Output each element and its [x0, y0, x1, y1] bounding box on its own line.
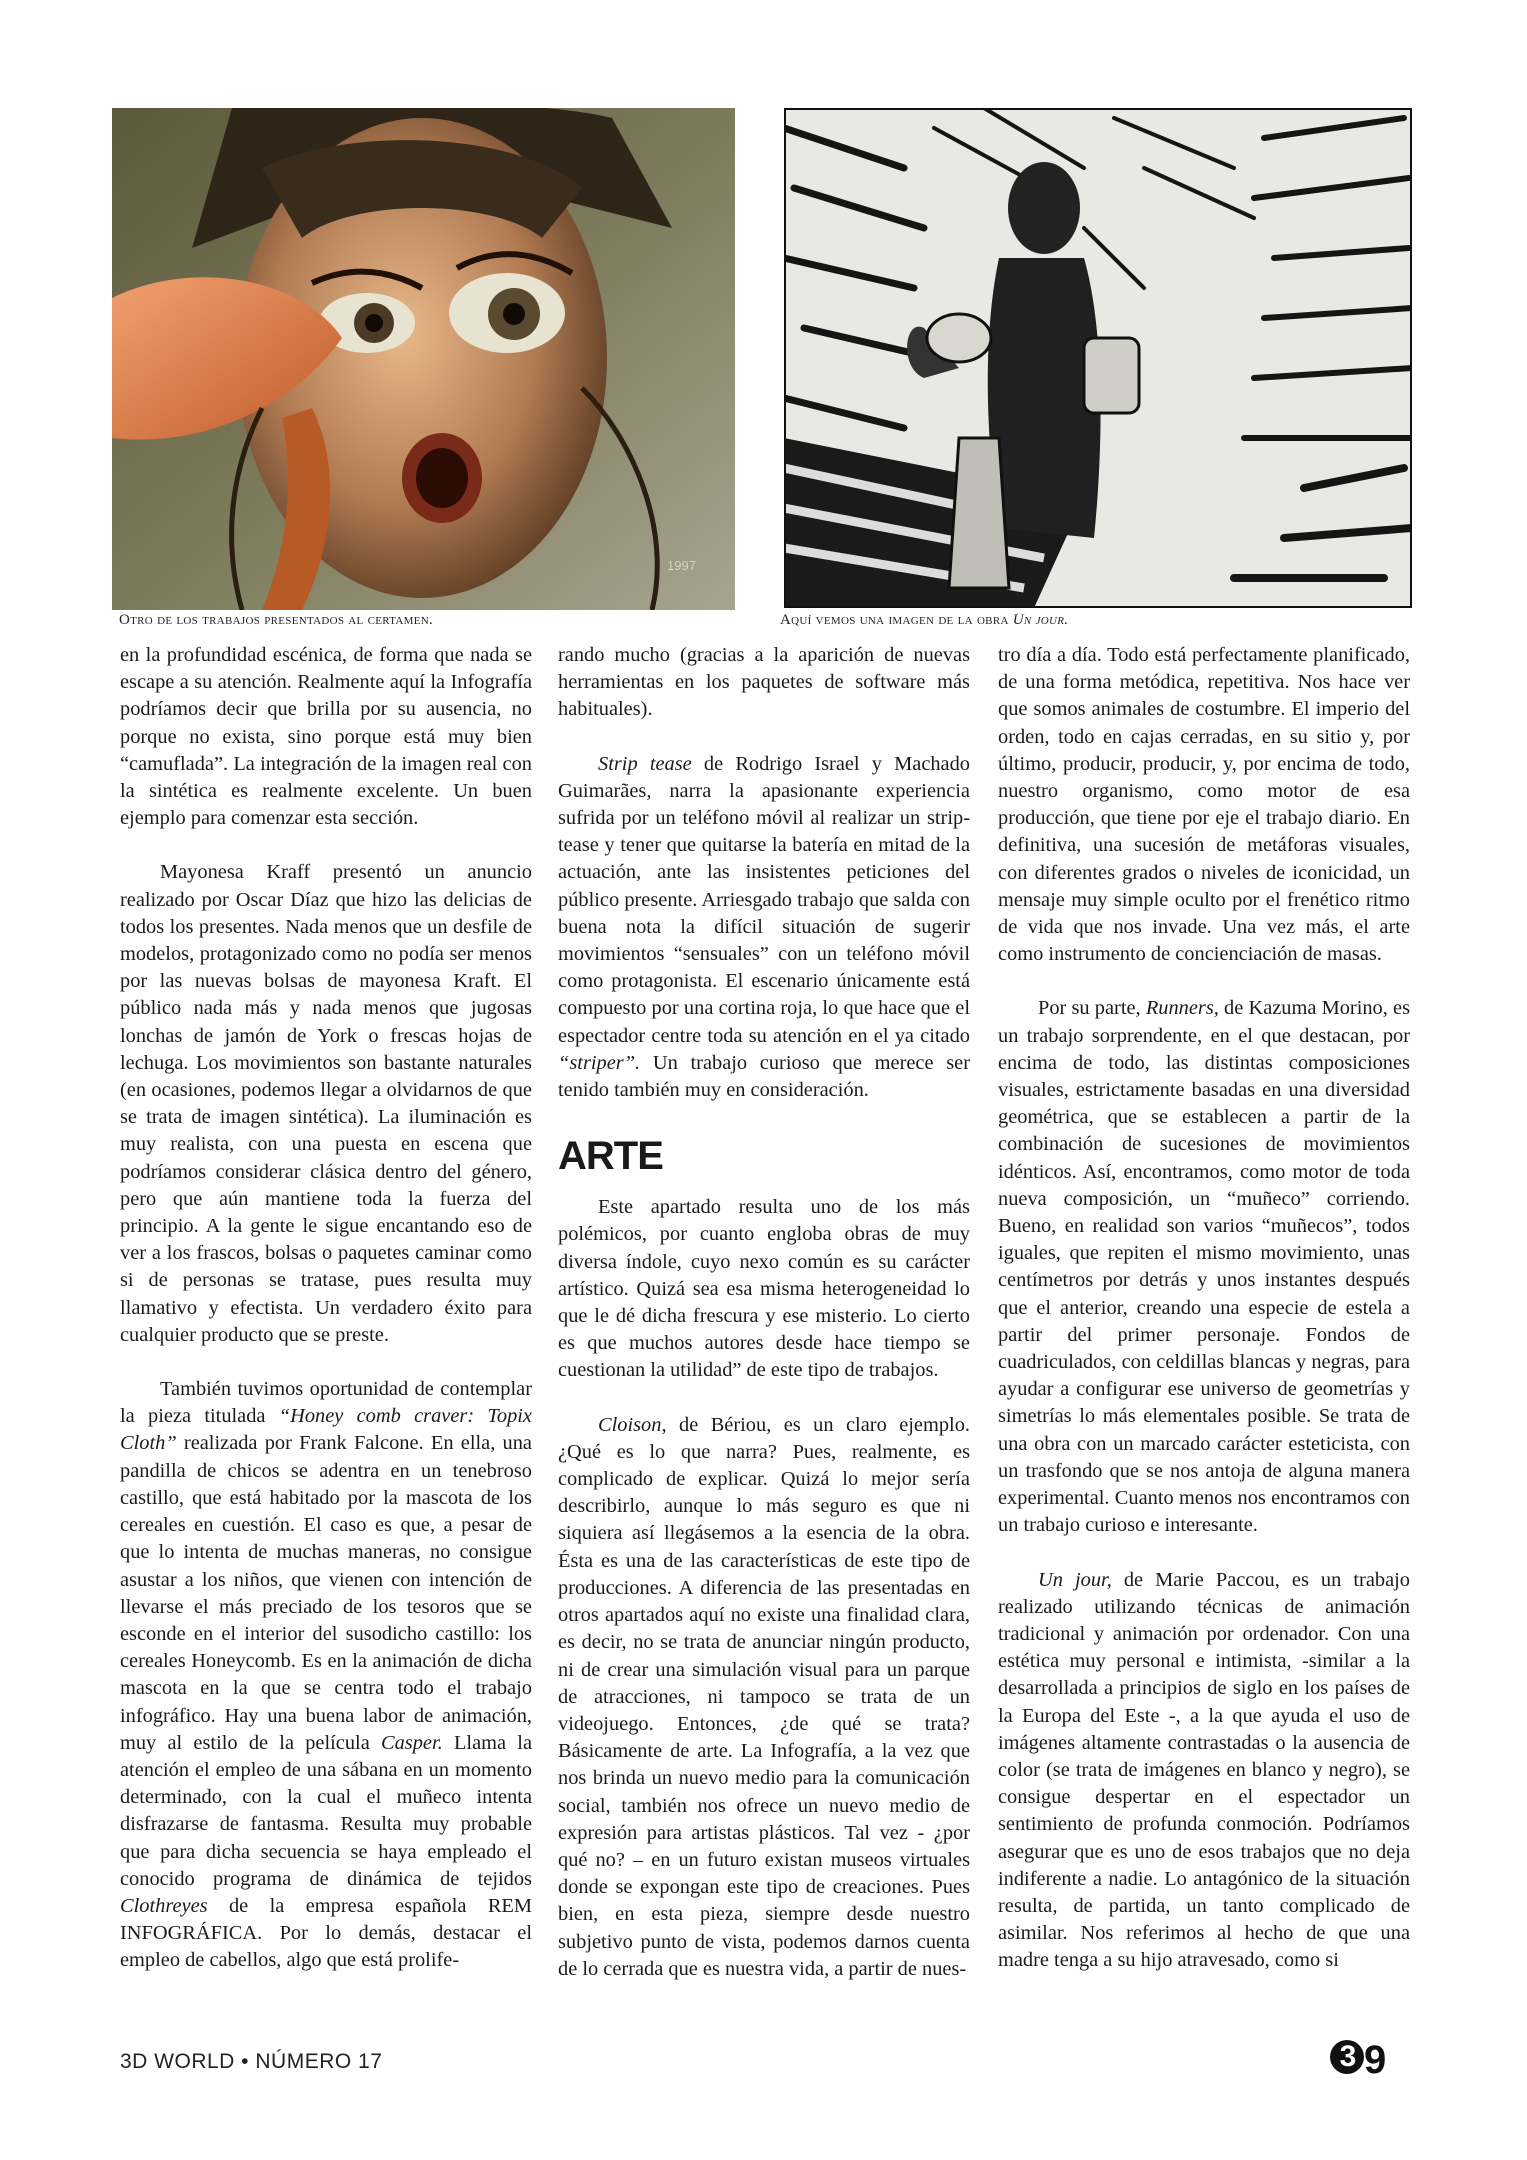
photo-watermark: 1997 — [667, 558, 696, 573]
col3-p2-b: de Kazuma Morino, es un trabajo sorprendente, en el que destacan, por encima de todo, las distintas composiciones visuales, estrictamente basadas en una diversidad geométrica, que se establecen a partir de la combinación de sucesiones de movimientos idénticos. Así, encontramos, como motor de toda nueva composición, un “muñeco” corriendo. Bueno, en realidad son varios “muñecos”, todos iguales, que repiten el mismo movimiento, unas centímetros por detrás y unos instantes después que el anterior, creando una especie de estela a partir del primer personaje. Fondos de cuadriculados, con celdillas blancas y negras, para ayudar a configurar ese universo de geometrías y simetrías lo más elementales posible. Se trata de una obra con un marcado carácter esteticista, con un trasfondo que se nos antoja de alguna manera experimental. Cuanto menos nos encontramos con un trabajo curioso e interesante. — [998, 997, 1411, 1537]
col2-p2-b: Un trabajo curioso que merece ser tenido también muy en consideración. — [558, 1051, 970, 1102]
col1-paragraph-2: Mayonesa Kraff presentó un anuncio realizado por Oscar Díaz que hizo las delicias de todos los presentes. Nada menos que un desfile de modelos, protagonizado como no podía ser menos por las nuevas bolsas de mayonesa Kraft. El público nada más y nada menos que jugosas lonchas de jamón de York o frescas hojas de lechuga. Los movimientos son bastante naturales (en ocasiones, podemos llegar a olvidarnos de que se trata de imagen sintética). La iluminación es muy realista, con una puesta en escena que podríamos considerar clásica dentro del género, pero que aún mantiene toda la fuerza del principio. A la gente le sigue encantando eso de ver a los frascos, bolsas o paquetes caminar como si de personas se tratase, pues resulta muy llamativo y efectista. Un verdadero éxito para cualquier producto que se preste. — [120, 861, 532, 1346]
section-heading-arte: ARTE — [558, 1134, 663, 1179]
col3-p2-a: Por su parte, — [1038, 997, 1146, 1020]
col1-p3-d: de la empresa española REM INFOGRÁFICA. Por lo demás, destacar el empleo de cabellos, algo que está prolife- — [120, 1894, 532, 1972]
col2-p4-a: de Bériou, es un claro ejemplo. ¿Qué es lo que narra? Pues, realmente, es complicado de explicar. Quizá lo mejor sería describirlo, aunque lo más seguro es que ni siquiera así llegásemos a la esencia de la obra. Ésta es una de las características de este tipo de producciones. A diferencia de las presentadas en otros apartados aquí no existe una finalidad clara, es decir, no se trata de anunciar ningún producto, ni de crear una simulación visual para un parque de atracciones, ni tampoco se trata de un videojuego. Entonces, ¿de qué se trata? Básicamente de arte. La Infografía, a la vez que nos brinda un nuevo medio para la comunicación social, también nos ofrece un nuevo medio de expresión para artistas plásticos. Tal vez - ¿por qué no? – en un futuro existan museos virtuales donde se expongan este tipo de creaciones. Pues bien, en esta pieza, siempre desde nuestro subjetivo punto de vista, podemos darnos cuenta de lo cerrada que es nuestra vida, a partir de nues- — [558, 1413, 970, 1980]
page-number-rest: 9 — [1364, 2037, 1385, 2082]
col1-paragraph-1: en la profundidad escénica, de forma que nada se escape a su atención. Realmente aquí la Infografía podríamos decir que brilla por su ausencia, no porque no exista, sino porque está muy bien “camuflada”. La integración de la imagen real con la sintética es realmente excelente. Un buen ejemplo para comenzar esta sección. — [120, 644, 532, 830]
magazine-footer: 3D WORLD • NÚMERO 17 — [120, 2050, 383, 2073]
col3-paragraph-2 — [998, 995, 1410, 1539]
col2-paragraph-4 — [558, 1412, 970, 1983]
right-caption-prefix: Aquí vemos una imagen de la obra — [780, 612, 1013, 628]
col2-paragraph-3: Este apartado resulta uno de los más polémicos, por cuanto engloba obras de muy diversa índole, cuyo nexo común es su carácter artístico. Quizá sea esa misma heterogeneidad lo que le dé dicha frescura y ese misterio. Lo cierto es que muchos autores desde hace tiempo se cuestionan la utilidad” de este tipo de trabajos. — [558, 1196, 970, 1382]
page-number — [1330, 2036, 1384, 2083]
col3-paragraph-1: tro día a día. Todo está perfectamente planificado, de una forma metódica, repetitiva. Nos hace ver que somos animales de costumbre. El imperio del orden, todo en cajas cerradas, en su sitio y, por último, producir, producir, y, por encima de todo, nuestro organismo, como motor de esa producción, que tiene por eje el trabajo diario. En definitiva, una sucesión de metáforas visuales, con diferentes grados o niveles de iconicidad, un mensaje muy simple oculto por el frenético ritmo de vida que nos invade. Una vez más, el arte como instrumento de concienciación de masas. — [998, 644, 1410, 966]
col3-p3-a: de Marie Paccou, es un trabajo realizado utilizando técnicas de animación tradicional y animación por ordenador. Con una estética muy personal e intimista, -similar a la desarrollada a principios de siglo en los países de la Europa del Este -, a la que ayuda el uso de imágenes altamente contrastadas o la ausencia de color (se trata de imágenes en blanco y negro), se consigue despertar en el espectador un sentimiento de profunda conmoción. Podríamos asegurar que es uno de esos trabajos que no deja indiferente a nadie. Lo antagónico de la situación resulta, de partida, un tanto complicado de asimilar. Nos referimos al hecho de que una madre tenga a su hijo atravesado, como si — [998, 1568, 1410, 1972]
col1-p3-clothreyes: Clothreyes — [120, 1894, 208, 1917]
text-column-1 — [120, 642, 532, 1975]
col3-p2-title: Runners, — [1145, 997, 1219, 1020]
col2-p4-title: Cloison, — [598, 1413, 667, 1436]
col2-paragraph-1: rando mucho (gracias a la aparición de nuevas herramientas en los paquetes de software más habituales). — [558, 644, 970, 721]
col1-p3-casper: Casper. — [381, 1731, 443, 1754]
col2-p2-striper: “striper”. — [558, 1051, 641, 1074]
col3-paragraph-3 — [998, 1567, 1410, 1975]
page-number-first-digit: 3 — [1330, 2040, 1364, 2074]
col1-p3-a: También tuvimos oportunidad de contemplar la pieza titulada — [120, 1378, 532, 1428]
un-jour-photo — [784, 108, 1412, 608]
right-caption-title: Un jour. — [1012, 612, 1069, 628]
col2-p2-a: de Rodrigo Israel y Machado Guimarães, narra la apasionante experiencia sufrida por un teléfono móvil al realizar un strip-tease y tener que quitarse la batería en mitad de la actuación, ante las insistentes peticiones del público presente. Arriesgado trabajo que salda con buena nota la difícil situación de sugerir movimientos “sensuales” con un teléfono móvil como protagonista. El escenario únicamente está compuesto por una cortina roja, lo que hace que el espectador centre toda su atención en el ya citado — [558, 752, 971, 1047]
text-column-3 — [998, 642, 1410, 1975]
col3-p3-title: Un jour, — [1038, 1568, 1112, 1591]
col2-paragraph-2 — [558, 751, 970, 1105]
col2-p2-title: Strip tease — [598, 752, 692, 775]
cg-face-photo — [112, 108, 735, 610]
col1-p3-b: realizada por Frank Falcone. En ella, una pandilla de chicos se adentra en un tenebroso castillo, que está habitado por la mascota de los cereales en cuestión. El caso es que, a pesar de que lo intenta de muchas maneras, no consigue asustar a los niños, que vienen con intención de llevarse el más preciado de los tesoros que se esconde en el interior del susodicho castillo: los cereales Honeycomb. Es en la animación de dicha mascota en la que se centra todo el trabajo infográfico. Hay una buena labor de animación, muy al estilo de la película — [120, 1432, 532, 1754]
col1-paragraph-3 — [120, 1376, 532, 1974]
left-photo-caption: Otro de los trabajos presentados al certamen. — [119, 612, 434, 628]
col1-p3-c: Llama la atención el empleo de una sábana en un momento determinado, con la cual el muñeco intenta disfrazarse de fantasma. Resulta muy probable que para dicha secuencia se haya empleado el conocido programa de dinámica de tejidos — [120, 1731, 532, 1890]
right-photo-caption — [780, 612, 1068, 629]
text-column-2 — [558, 642, 970, 1983]
col1-p3-title: “Honey comb craver: Topix Cloth” — [120, 1405, 532, 1455]
